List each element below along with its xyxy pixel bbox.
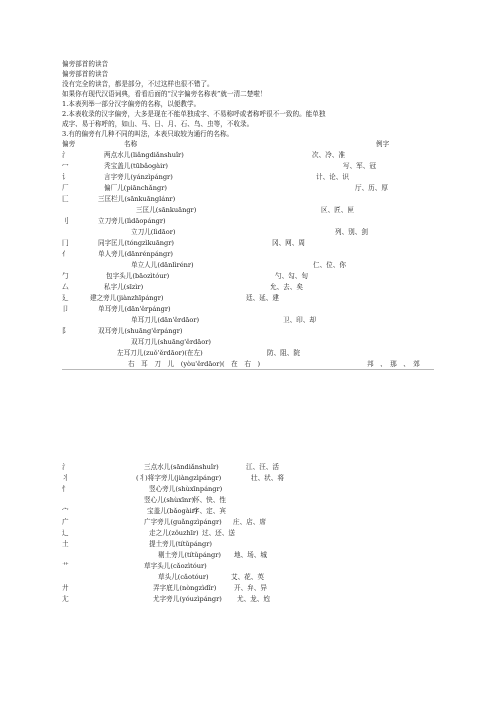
- table-divider: [62, 369, 434, 370]
- radical-examples: 次、冷、准: [312, 151, 345, 159]
- radical-examples: 艾、花、英: [231, 573, 264, 581]
- radical-name: 偏厂儿(piānchǎngr): [104, 184, 167, 192]
- radical-examples: 开、弁、异: [234, 584, 267, 592]
- radical-name: 私字儿(sīzìr): [104, 283, 144, 291]
- radical-examples: 写、军、冠: [343, 162, 376, 170]
- radical-name: 立刀儿(lìdāor): [131, 228, 176, 236]
- radical-name: 单耳刀儿(dān'ěrdāor): [131, 316, 200, 324]
- radical-name: 建之旁儿(jiànzhīpángr): [90, 294, 164, 302]
- radical-name: 尤字旁儿(yóuzìpángr): [153, 595, 222, 603]
- radical-name: 三匡儿(sānkuāngr): [136, 206, 197, 214]
- radical-name: 秃宝盖儿(tūbǎogàir): [104, 162, 168, 170]
- radical-examples: 江、汪、活: [246, 463, 279, 471]
- radical-name: 广字旁儿(guǎngzìpángr): [144, 518, 222, 526]
- radical-examples: 字、定、宾: [193, 507, 226, 515]
- radical-glyph: 忄: [62, 485, 69, 493]
- radical-name: 左耳刀儿(zuǒ'ěrdāor)(在左): [117, 349, 203, 357]
- radical-glyph: 匚: [62, 195, 69, 203]
- radical-glyph: 厂: [62, 184, 69, 192]
- radical-glyph: 廾: [62, 584, 69, 592]
- radical-name: (丬)将字旁儿(jiàngzìpángr): [136, 474, 222, 482]
- radical-glyph: 卩: [62, 305, 69, 313]
- intro-line-3: 1.本表列举一部分汉字偏旁的名称，以便教学。: [62, 100, 201, 108]
- radical-glyph: 冂: [62, 239, 69, 247]
- radical-name: 弄字底儿(nòngzìdǐr): [153, 584, 217, 592]
- radical-glyph: 冖: [62, 162, 69, 170]
- radical-examples: 廷、延、建: [246, 294, 279, 302]
- intro-line-4: 2.本表收录的汉字偏旁，大多是现在不能单独成字、不易称呼或者称呼很不一致的。能单独: [62, 110, 326, 118]
- radical-examples: 防、阻、院: [267, 349, 300, 357]
- header-radical: 偏旁: [62, 140, 76, 148]
- radical-glyph: 氵: [62, 463, 69, 471]
- radical-examples: 列、别、剑: [335, 228, 368, 236]
- radical-examples: 尤、龙、尥: [237, 595, 270, 603]
- radical-examples: 计、论、识: [316, 173, 349, 181]
- radical-name: 立刀旁儿(lìdāopángr): [98, 217, 166, 225]
- radical-name: 两点水儿(liǎngdiǎnshuǐr): [104, 151, 184, 159]
- radical-glyph: 丬: [62, 474, 69, 482]
- radical-name: 包字头儿(bāozìtóur): [106, 272, 170, 280]
- radical-examples: 勺、勾、旬: [275, 272, 308, 280]
- intro-line-5: 成字、易于称呼的，如山、马、日、月、石、鸟、虫等，不收录。: [62, 120, 254, 128]
- radical-examples: 厅、历、厚: [355, 184, 388, 192]
- radical-examples: 仁、位、你: [313, 261, 346, 269]
- radical-name: 言字旁儿(yánzìpángr): [104, 173, 173, 181]
- radical-glyph: 廴: [62, 294, 69, 302]
- radical-name: 提土旁儿(títǔpángr): [149, 540, 212, 548]
- radical-glyph: 广: [62, 518, 69, 526]
- title-line-2: 偏旁部首的读音: [62, 70, 109, 78]
- radical-glyph: 厶: [62, 283, 69, 291]
- radical-name: 剔土旁儿(títǔpángr): [158, 551, 221, 559]
- radical-examples: 区、匠、匣: [321, 206, 354, 214]
- radical-glyph: 刂: [62, 217, 69, 225]
- radical-name: 双耳旁儿(shuāng'ěrpángr): [98, 327, 183, 335]
- radical-examples: 怀、快、性: [193, 496, 226, 504]
- radical-glyph: 阝: [62, 327, 69, 335]
- radical-examples: 地、场、城: [234, 551, 267, 559]
- radical-name: 草头儿(cǎotóur): [158, 573, 209, 581]
- radical-name: 草字头儿(cǎozìtóur): [144, 562, 207, 570]
- radical-glyph: 勹: [62, 272, 69, 280]
- radical-examples: 壮、状、将: [251, 474, 284, 482]
- intro-line-6: 3.有的偏旁有几种不同的叫法，本表只取较为通行的名称。: [62, 130, 234, 138]
- radical-name: 单人旁儿(dānrénpángr): [98, 250, 173, 258]
- radical-examples: 冈、网、周: [272, 239, 305, 247]
- radical-name: 竖心旁儿(shùxīnpángr): [149, 485, 223, 493]
- radical-glyph: 讠: [62, 173, 69, 181]
- radical-examples: 邦 、 那 、 郊: [367, 360, 420, 368]
- radical-glyph: 宀: [62, 507, 69, 515]
- radical-glyph: 土: [62, 540, 69, 548]
- radical-glyph: 氵: [62, 151, 69, 159]
- radical-examples: 允、去、矣: [270, 283, 303, 291]
- header-name: 名称: [124, 140, 138, 148]
- radical-name: 三匡栏儿(sānkuānglánr): [98, 195, 176, 203]
- radical-name: 双耳刀儿(shuāng'ěrdāor): [131, 338, 211, 346]
- radical-glyph: 艹: [62, 562, 69, 570]
- radical-name: 宝盖儿(bǎogàir): [147, 507, 198, 515]
- radical-examples: 卫、印、却: [283, 316, 316, 324]
- intro-line-1: 没有完全的读音，都是部分，不过这样也很不错了。: [62, 80, 214, 88]
- radical-glyph: 辶: [62, 529, 69, 537]
- radical-examples: 庄、店、席: [233, 518, 266, 526]
- radical-name: 单立人儿(dānlìrénr): [131, 261, 194, 269]
- intro-line-2: 如果你有现代汉语词典，看看后面的“汉字偏旁名称表”就一清二楚啦！: [62, 90, 267, 98]
- radical-name: 三点水儿(sāndiǎnshuǐr): [144, 463, 219, 471]
- title-line-1: 偏旁部首的读音: [62, 60, 109, 68]
- radical-name: 单耳旁儿(dān'ěrpángr): [98, 305, 171, 313]
- radical-name: 右 耳 刀 儿 (yòu'ěrdāor)( 在 右 ): [128, 360, 261, 368]
- header-examples: 例字: [376, 140, 390, 148]
- radical-glyph: 尢: [62, 595, 69, 603]
- radical-name: 竖心儿(shùxīnr): [144, 496, 195, 504]
- radical-name: 同字匡儿(tóngzìkuāngr): [98, 239, 174, 247]
- radical-examples: 过、还、送: [202, 529, 235, 537]
- radical-name: 走之儿(zǒuzhīr): [149, 529, 199, 537]
- radical-glyph: 亻: [62, 250, 69, 258]
